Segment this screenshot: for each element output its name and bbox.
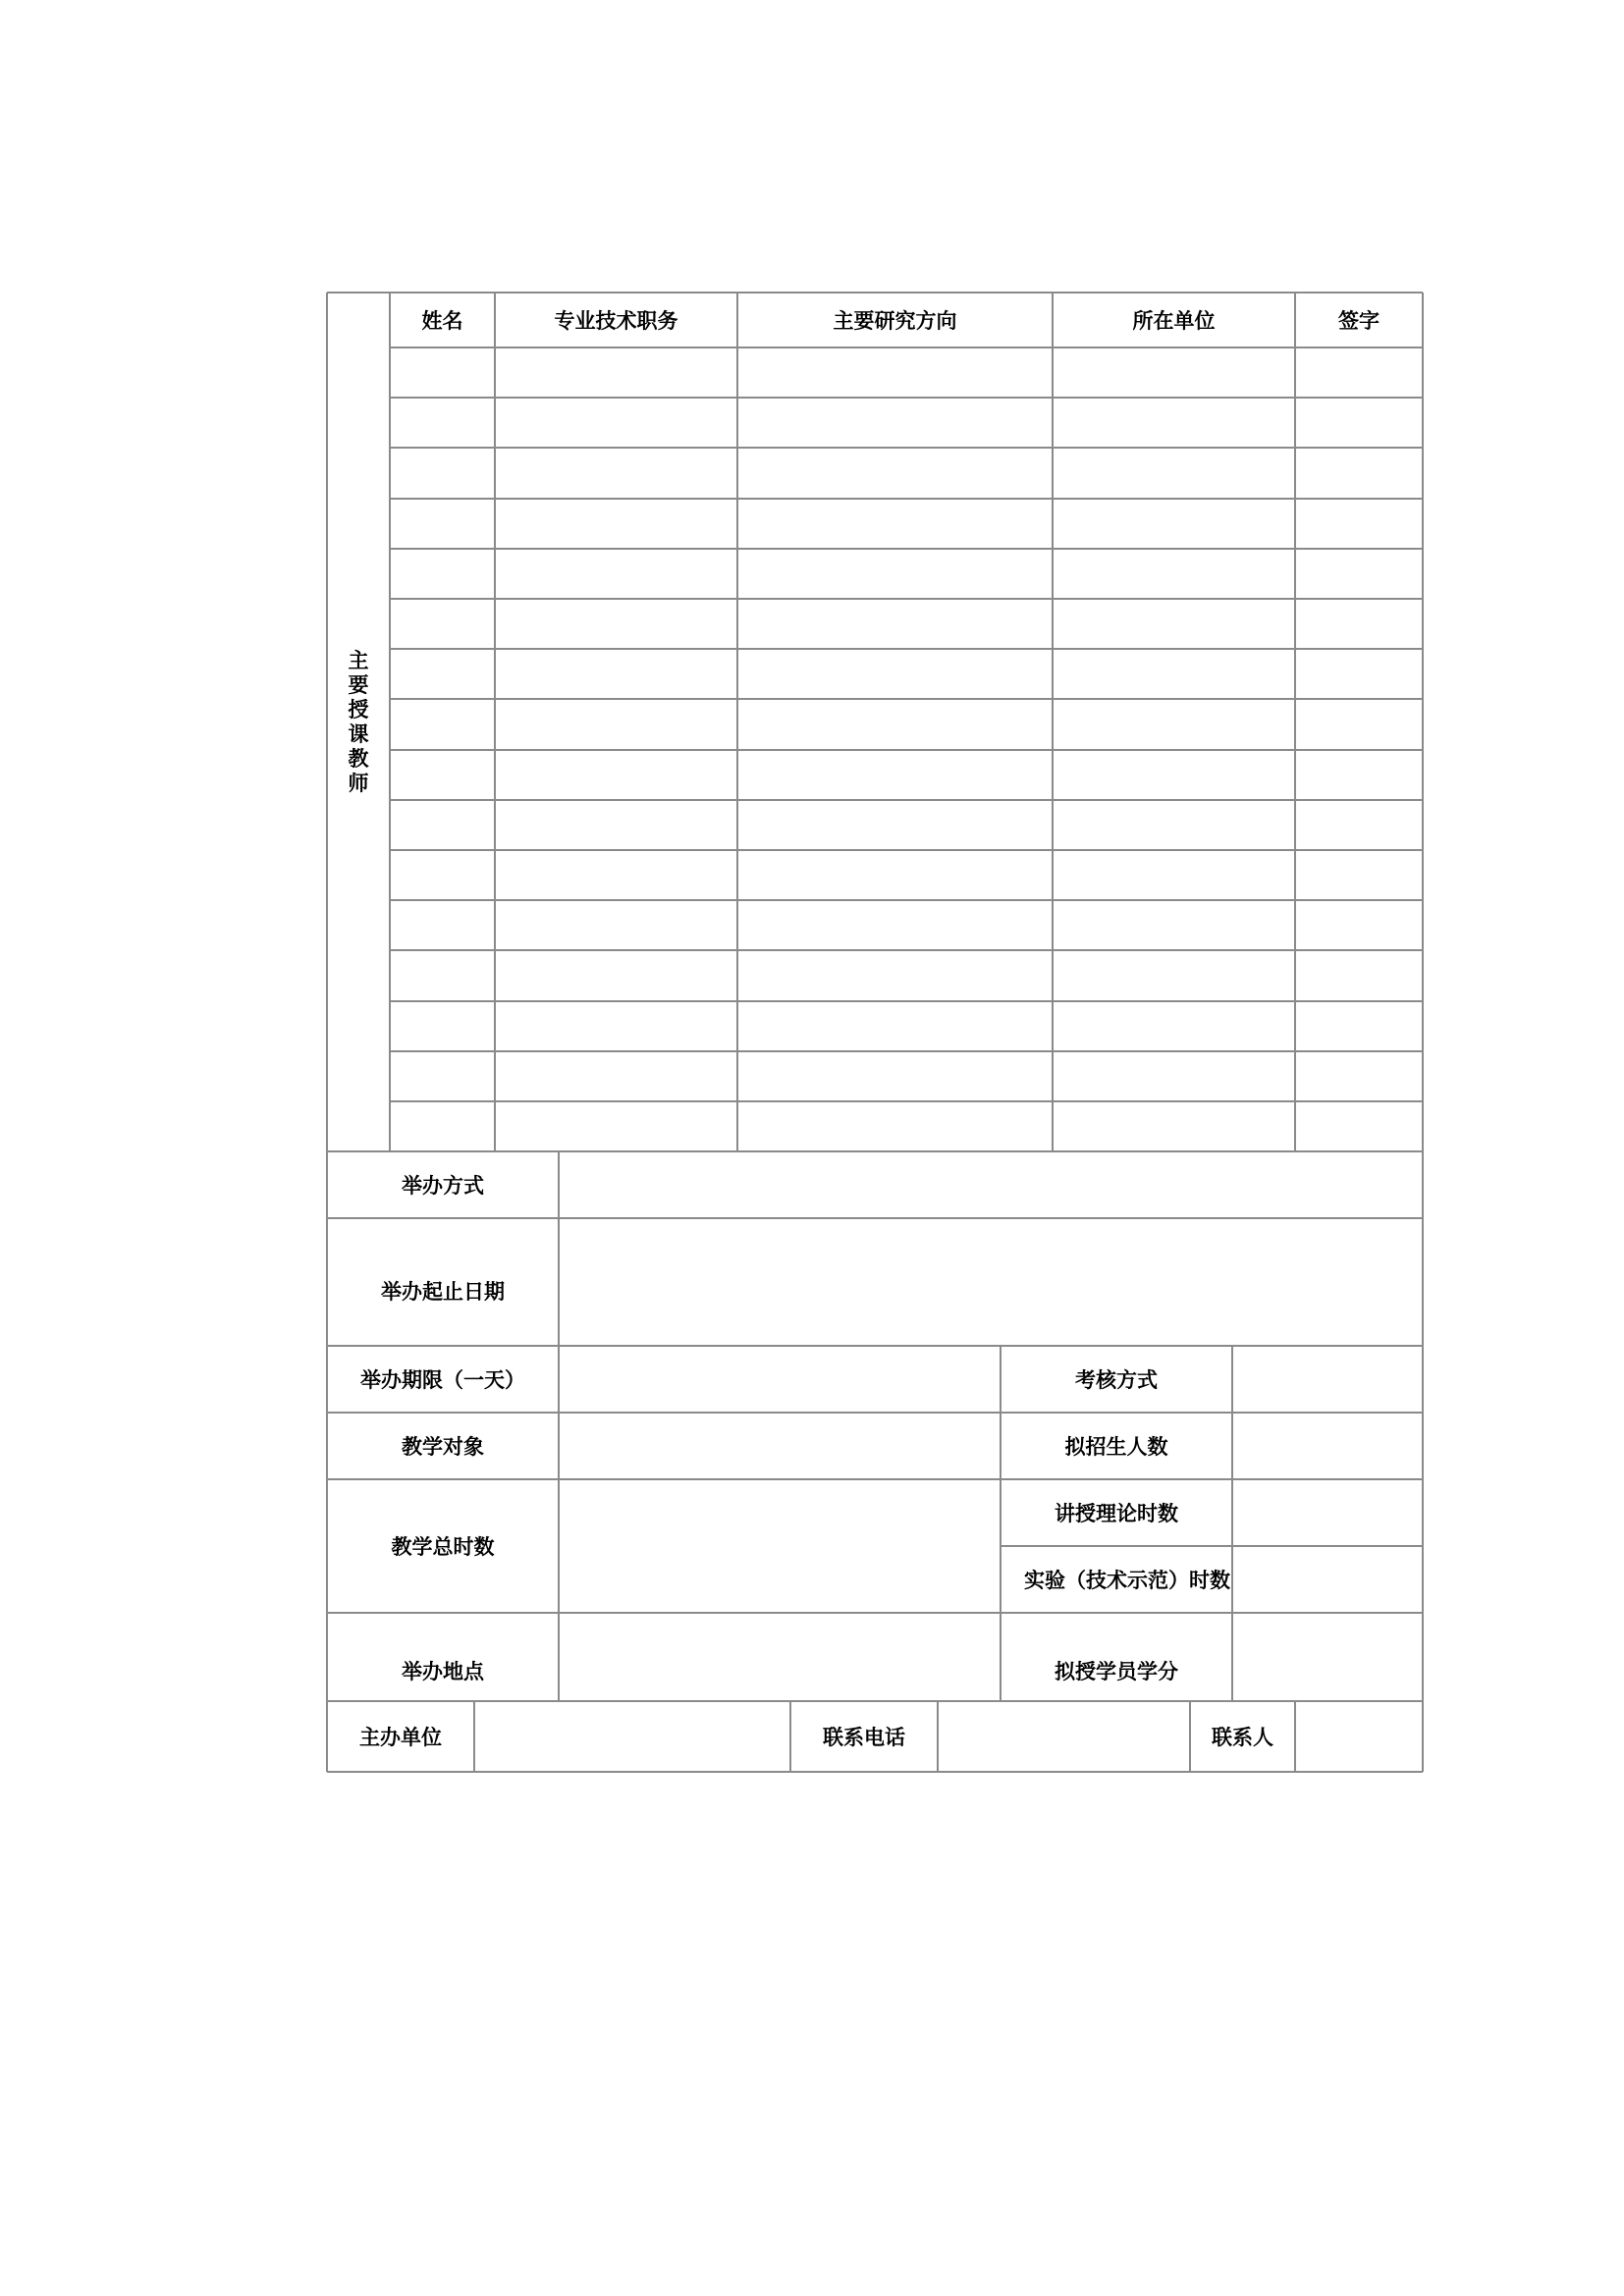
teacher-name-cell[interactable] [390,800,495,850]
teacher-signature-cell[interactable] [1295,800,1423,850]
teacher-signature-cell[interactable] [1295,900,1423,950]
teacher-research-cell[interactable] [737,347,1053,398]
teacher-signature-cell[interactable] [1295,499,1423,549]
grid-line-horizontal [390,949,1423,951]
grid-line-horizontal [390,799,1423,801]
enrollment-label: 拟招生人数 [1064,1435,1168,1459]
teacher-unit-cell[interactable] [1053,549,1295,599]
teacher-name-cell[interactable] [390,950,495,1000]
mode-label: 举办方式 [402,1174,484,1198]
teacher-title-cell[interactable] [495,549,737,599]
teacher-research-cell[interactable] [737,1101,1053,1151]
teacher-title-cell[interactable] [495,699,737,749]
grid-line-vertical [1189,1701,1191,1772]
teacher-unit-cell[interactable] [1053,699,1295,749]
teacher-name-cell[interactable] [390,1051,495,1101]
grid-line-horizontal [390,598,1423,600]
teacher-title-cell[interactable] [495,750,737,800]
teacher-signature-cell[interactable] [1295,950,1423,1000]
grid-line-vertical [1294,293,1296,1151]
teacher-research-cell[interactable] [737,398,1053,448]
grid-line-horizontal [390,648,1423,650]
teacher-research-cell[interactable] [737,750,1053,800]
teacher-name-cell[interactable] [390,649,495,699]
teacher-title-cell[interactable] [495,850,737,900]
col-header-research: 主要研究方向 [833,309,957,333]
grid-line-vertical [736,293,738,1151]
theory-hours-field[interactable] [1232,1479,1423,1546]
teacher-research-cell[interactable] [737,448,1053,498]
teacher-title-cell[interactable] [495,649,737,699]
grid-line-vertical [1052,293,1054,1151]
teacher-unit-cell[interactable] [1053,448,1295,498]
grid-line-horizontal [390,498,1423,500]
phone-field[interactable] [938,1701,1190,1772]
teacher-name-cell[interactable] [390,347,495,398]
theory-hours-label: 讲授理论时数 [1055,1502,1178,1525]
teacher-signature-cell[interactable] [1295,850,1423,900]
mode-field[interactable] [559,1151,1423,1218]
teacher-name-cell[interactable] [390,1101,495,1151]
teacher-research-cell[interactable] [737,950,1053,1000]
teacher-title-cell[interactable] [495,1101,737,1151]
grid-line-vertical [1000,1346,1001,1701]
lab-hours-field[interactable] [1232,1546,1423,1613]
teacher-research-cell[interactable] [737,850,1053,900]
organizer-unit-label: 主办单位 [359,1726,442,1749]
col-header-title: 专业技术职务 [554,309,678,333]
teacher-research-cell[interactable] [737,649,1053,699]
teacher-research-cell[interactable] [737,499,1053,549]
grid-line-horizontal [390,1100,1423,1102]
teacher-unit-cell[interactable] [1053,347,1295,398]
grid-line-horizontal [1001,1545,1423,1547]
grid-line-horizontal [390,899,1423,901]
teacher-title-cell[interactable] [495,599,737,649]
grid-line-vertical [494,293,496,1151]
lab-hours-label: 实验（技术示范）时数 [1024,1569,1230,1592]
teacher-unit-cell[interactable] [1053,1051,1295,1101]
credits-field[interactable] [1232,1613,1423,1701]
grid-line-horizontal [390,1050,1423,1052]
grid-line-vertical [789,1701,791,1772]
col-header-name: 姓名 [421,309,463,333]
teacher-unit-cell[interactable] [1053,850,1295,900]
teacher-name-cell[interactable] [390,398,495,448]
organizer-unit-field[interactable] [474,1701,790,1772]
teacher-unit-cell[interactable] [1053,1101,1295,1151]
teacher-unit-cell[interactable] [1053,950,1295,1000]
grid-line-horizontal [390,397,1423,399]
teacher-signature-cell[interactable] [1295,347,1423,398]
grid-line-horizontal [390,1000,1423,1002]
teacher-name-cell[interactable] [390,750,495,800]
total-hours-field[interactable] [559,1479,1001,1613]
teacher-title-cell[interactable] [495,448,737,498]
grid-line-horizontal [390,749,1423,751]
teacher-unit-cell[interactable] [1053,649,1295,699]
teacher-unit-cell[interactable] [1053,800,1295,850]
teacher-title-cell[interactable] [495,499,737,549]
grid-line-horizontal [327,1612,1423,1614]
teacher-research-cell[interactable] [737,1051,1053,1101]
teacher-name-cell[interactable] [390,499,495,549]
teacher-name-cell[interactable] [390,549,495,599]
teacher-research-cell[interactable] [737,900,1053,950]
teacher-signature-cell[interactable] [1295,599,1423,649]
teacher-title-cell[interactable] [495,950,737,1000]
teacher-research-cell[interactable] [737,699,1053,749]
teacher-signature-cell[interactable] [1295,649,1423,699]
grid-line-horizontal [327,292,1423,294]
grid-line-vertical [389,293,391,1151]
teacher-signature-cell[interactable] [1295,448,1423,498]
phone-label: 联系电话 [823,1726,905,1749]
teacher-name-cell[interactable] [390,699,495,749]
dates-field[interactable] [559,1218,1423,1346]
teacher-unit-cell[interactable] [1053,599,1295,649]
grid-line-horizontal [390,548,1423,550]
teacher-signature-cell[interactable] [1295,1001,1423,1051]
location-field[interactable] [559,1613,1001,1701]
teacher-signature-cell[interactable] [1295,549,1423,599]
grid-line-horizontal [327,1217,1423,1219]
teacher-research-cell[interactable] [737,549,1053,599]
assessment-label: 考核方式 [1075,1368,1158,1392]
teacher-unit-cell[interactable] [1053,499,1295,549]
duration-label: 举办期限（一天） [360,1368,525,1392]
teacher-signature-cell[interactable] [1295,1051,1423,1101]
grid-line-horizontal [390,347,1423,348]
teacher-title-cell[interactable] [495,900,737,950]
teacher-name-cell[interactable] [390,448,495,498]
col-header-unit: 所在单位 [1132,309,1216,333]
teacher-signature-cell[interactable] [1295,750,1423,800]
teacher-title-cell[interactable] [495,800,737,850]
teachers-section-label-text: 主 要 授 课 教 师 [348,648,369,795]
duration-field[interactable] [559,1346,1001,1413]
teacher-title-cell[interactable] [495,1051,737,1101]
location-label: 举办地点 [402,1660,484,1683]
teacher-research-cell[interactable] [737,599,1053,649]
total-hours-label: 教学总时数 [391,1535,495,1559]
grid-line-horizontal [327,1412,1423,1414]
grid-line-horizontal [390,849,1423,851]
teacher-name-cell[interactable] [390,1001,495,1051]
grid-line-horizontal [327,1150,1423,1152]
teacher-title-cell[interactable] [495,1001,737,1051]
teacher-unit-cell[interactable] [1053,750,1295,800]
grid-line-vertical [558,1151,560,1701]
grid-line-horizontal [390,447,1423,449]
teacher-name-cell[interactable] [390,900,495,950]
enrollment-field[interactable] [1232,1413,1423,1479]
teacher-title-cell[interactable] [495,398,737,448]
grid-line-horizontal [327,1478,1423,1480]
credits-label: 拟授学员学分 [1055,1660,1178,1683]
teacher-unit-cell[interactable] [1053,900,1295,950]
dates-label: 举办起止日期 [381,1280,505,1304]
teacher-signature-cell[interactable] [1295,699,1423,749]
teacher-signature-cell[interactable] [1295,398,1423,448]
contact-field[interactable] [1295,1701,1423,1772]
teacher-signature-cell[interactable] [1295,1101,1423,1151]
teacher-unit-cell[interactable] [1053,398,1295,448]
assessment-field[interactable] [1232,1346,1423,1413]
teacher-title-cell[interactable] [495,347,737,398]
teacher-research-cell[interactable] [737,800,1053,850]
grid-line-vertical [1294,1701,1296,1772]
audience-label: 教学对象 [402,1435,484,1459]
grid-line-horizontal [327,1700,1423,1702]
grid-line-vertical [473,1701,475,1772]
contact-label: 联系人 [1212,1726,1273,1749]
grid-line-horizontal [327,1771,1423,1773]
grid-line-horizontal [390,698,1423,700]
teacher-name-cell[interactable] [390,850,495,900]
audience-field[interactable] [559,1413,1001,1479]
col-header-signature: 签字 [1338,309,1380,333]
teacher-research-cell[interactable] [737,1001,1053,1051]
grid-line-horizontal [327,1345,1423,1347]
grid-line-vertical [937,1701,939,1772]
teacher-name-cell[interactable] [390,599,495,649]
grid-line-vertical [326,293,328,1772]
teachers-section-label [327,293,390,1151]
grid-line-vertical [1422,293,1424,1772]
teacher-unit-cell[interactable] [1053,1001,1295,1051]
grid-line-vertical [1231,1346,1233,1701]
